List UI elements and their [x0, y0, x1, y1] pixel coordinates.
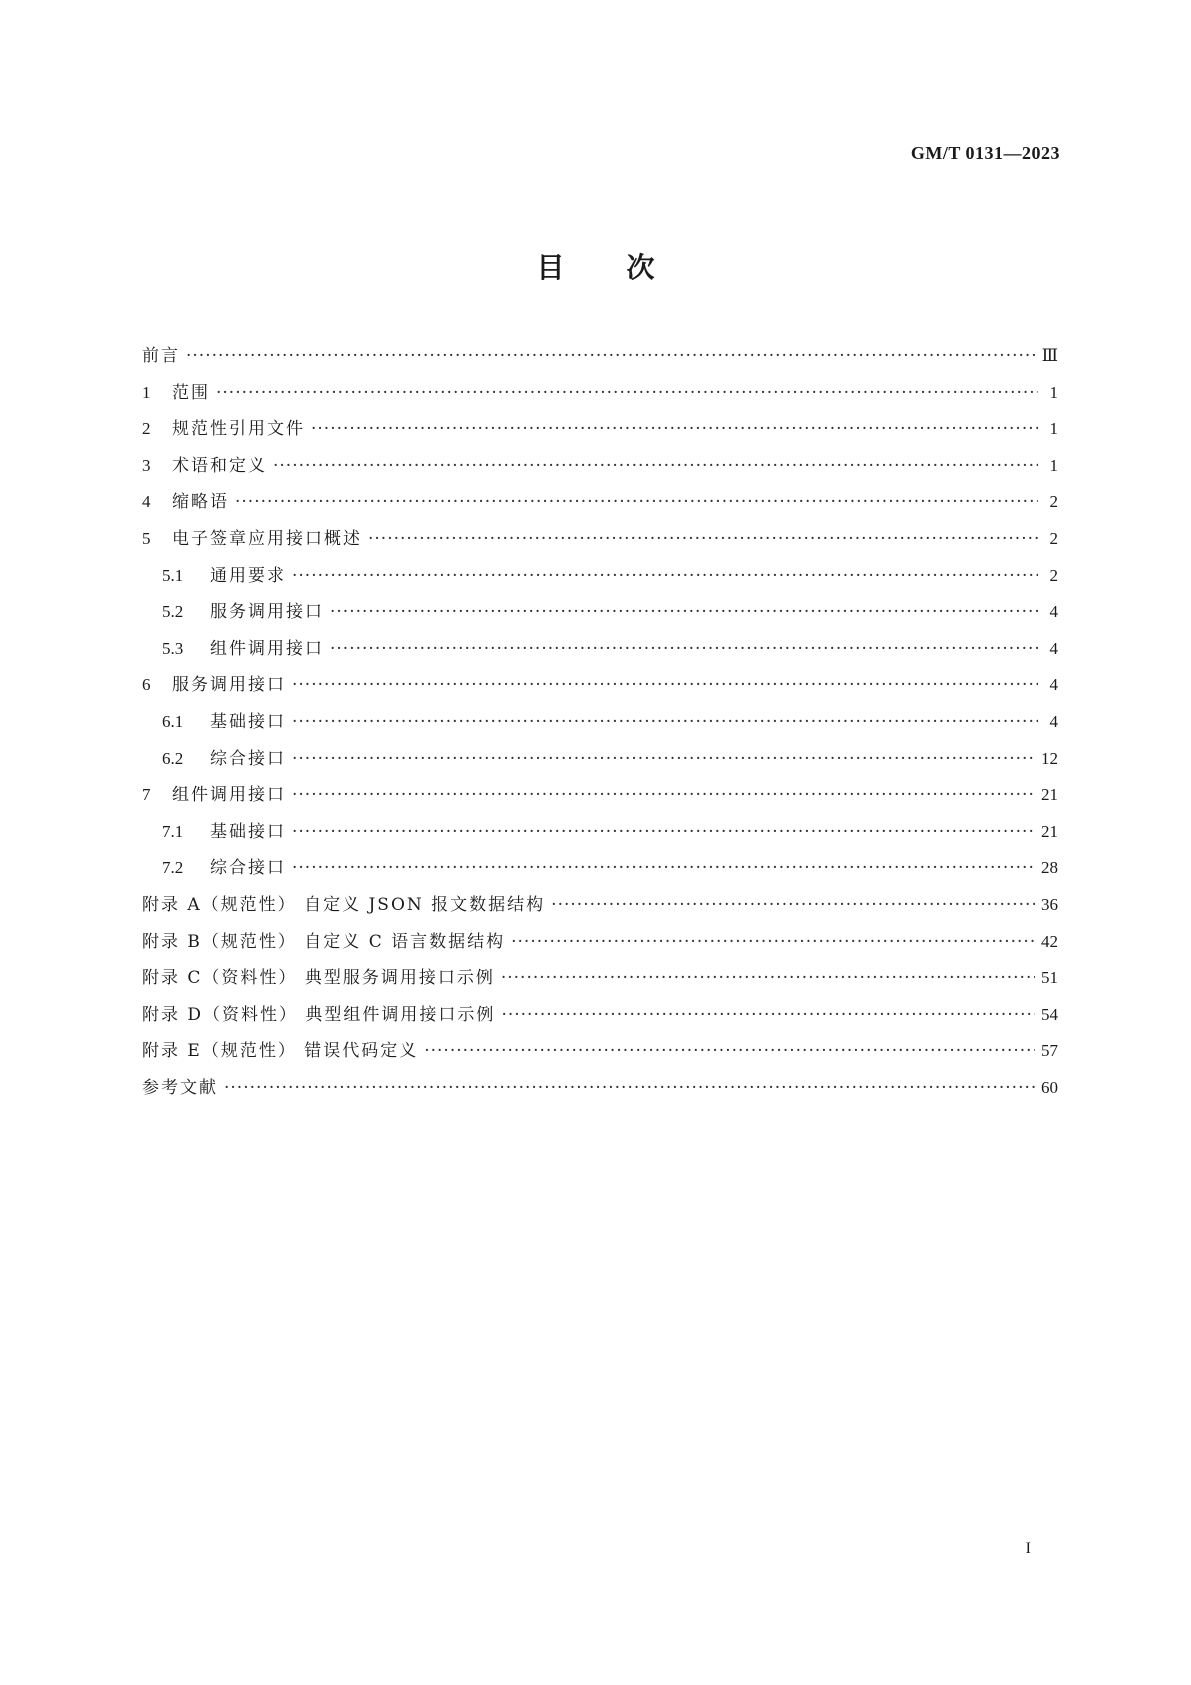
toc-entry-number: 2: [142, 419, 151, 439]
toc-entry-label: 组件调用接口: [172, 785, 286, 806]
toc-entry-label: 服务调用接口: [172, 675, 286, 696]
toc-entry-label: 通用要求: [210, 565, 286, 586]
toc-dot-leader: [551, 887, 1035, 924]
toc-entry-page: 57: [1041, 1041, 1058, 1061]
toc-entry-number: 6.2: [162, 748, 184, 768]
toc-entry-label: 附录 E（规范性） 错误代码定义: [142, 1041, 419, 1062]
toc-entry-number: 5.1: [162, 565, 184, 585]
toc-entry[interactable]: [142, 777, 1058, 814]
toc-dot-leader: [273, 448, 1038, 485]
toc-entry[interactable]: [142, 924, 1058, 961]
toc-entry[interactable]: [142, 704, 1058, 741]
toc-entry-number: 1: [142, 382, 151, 402]
toc-entry-label: 附录 B（规范性） 自定义 C 语言数据结构: [142, 931, 506, 952]
toc-entry-page: 42: [1041, 931, 1058, 951]
toc-entry-page: 12: [1041, 748, 1058, 768]
toc-dot-leader: [330, 594, 1038, 631]
toc-entry[interactable]: [142, 1070, 1058, 1107]
toc-entry-page: 2: [1049, 528, 1058, 548]
toc-entry-page: 4: [1049, 602, 1058, 622]
toc-dot-leader: [501, 960, 1035, 997]
toc-entry[interactable]: [142, 521, 1058, 558]
toc-entry-label: 电子签章应用接口概述: [172, 528, 362, 549]
toc-dot-leader: [292, 704, 1038, 741]
toc-dot-leader: [292, 814, 1035, 851]
page-number: I: [1025, 1540, 1031, 1557]
toc-entry-page: 54: [1041, 1004, 1058, 1024]
toc-entry[interactable]: [142, 814, 1058, 851]
toc-entry-label: 基础接口: [210, 821, 286, 842]
toc-entry-page: 2: [1049, 565, 1058, 585]
toc-entry[interactable]: [142, 997, 1058, 1034]
toc-entry-page: 21: [1041, 785, 1058, 805]
toc-entry-label: 规范性引用文件: [172, 419, 305, 440]
toc-entry-page: 36: [1041, 894, 1058, 914]
toc-entry[interactable]: [142, 960, 1058, 997]
toc-entry-label: 附录 D（资料性） 典型组件调用接口示例: [142, 1004, 496, 1025]
document-code: GM/T 0131—2023: [910, 143, 1060, 163]
toc-entry-page: 4: [1049, 711, 1058, 731]
toc-entry-page: 1: [1049, 382, 1058, 402]
toc-entry-page: 28: [1041, 858, 1058, 878]
toc-entry-label: 术语和定义: [172, 455, 267, 476]
toc-entry-label: 范围: [172, 382, 210, 403]
toc-entry-label: 附录 A（规范性） 自定义 JSON 报文数据结构: [142, 894, 546, 915]
toc-dot-leader: [235, 484, 1038, 521]
toc-entry[interactable]: [142, 594, 1058, 631]
toc-entry-page: 4: [1049, 638, 1058, 658]
toc-dot-leader: [216, 375, 1038, 412]
toc-entry-page: 2: [1049, 492, 1058, 512]
toc-entry-page: 60: [1041, 1077, 1058, 1097]
toc-entry[interactable]: [142, 741, 1058, 778]
toc-entry-label: 附录 C（资料性） 典型服务调用接口示例: [142, 968, 495, 989]
toc-entry-number: 4: [142, 492, 151, 512]
toc-entry[interactable]: [142, 667, 1058, 704]
toc-entry-page: 4: [1049, 675, 1058, 695]
toc-entry-label: 组件调用接口: [210, 638, 324, 659]
toc-entry-number: 6: [142, 675, 151, 695]
toc-entry-label: 综合接口: [210, 748, 286, 769]
toc-dot-leader: [292, 777, 1035, 814]
toc-entry-number: 3: [142, 455, 151, 475]
toc-entry[interactable]: [142, 375, 1058, 412]
toc-entry-number: 5.2: [162, 602, 184, 622]
toc-entry[interactable]: [142, 887, 1058, 924]
toc-entry-page: 1: [1049, 455, 1058, 475]
toc-dot-leader: [224, 1070, 1035, 1107]
toc-dot-leader: [511, 924, 1035, 961]
toc-entry-number: 5.3: [162, 638, 184, 658]
toc-dot-leader: [368, 521, 1038, 558]
toc-entry-label: 综合接口: [210, 858, 286, 879]
toc-dot-leader: [330, 631, 1038, 668]
toc-dot-leader: [292, 558, 1038, 595]
toc-entry-label: 缩略语: [172, 492, 229, 513]
toc-entry[interactable]: [142, 850, 1058, 887]
toc-entry-number: 6.1: [162, 711, 184, 731]
toc-entry-page: 51: [1041, 968, 1058, 988]
table-of-contents: [142, 338, 1058, 1106]
toc-entry[interactable]: [142, 558, 1058, 595]
toc-entry[interactable]: [142, 484, 1058, 521]
toc-entry[interactable]: [142, 411, 1058, 448]
toc-entry[interactable]: [142, 338, 1058, 375]
toc-entry-label: 服务调用接口: [210, 602, 324, 623]
toc-dot-leader: [186, 338, 1036, 375]
toc-dot-leader: [424, 1033, 1035, 1070]
toc-entry[interactable]: [142, 1033, 1058, 1070]
toc-entry-page: 1: [1049, 419, 1058, 439]
toc-entry-label: 前言: [142, 346, 180, 366]
toc-dot-leader: [311, 411, 1038, 448]
toc-entry-label: 基础接口: [210, 711, 286, 732]
toc-entry-number: 7: [142, 785, 151, 805]
toc-dot-leader: [292, 667, 1038, 704]
toc-dot-leader: [501, 997, 1035, 1034]
toc-entry[interactable]: [142, 448, 1058, 485]
toc-entry-number: 7.2: [162, 858, 184, 878]
toc-entry[interactable]: [142, 631, 1058, 668]
toc-entry-number: 5: [142, 528, 151, 548]
toc-entry-number: 7.1: [162, 821, 184, 841]
toc-entry-label: 参考文献: [142, 1077, 218, 1098]
toc-entry-page: 21: [1041, 821, 1058, 841]
toc-dot-leader: [292, 741, 1035, 778]
page-title: 目次: [536, 251, 717, 284]
toc-dot-leader: [292, 850, 1035, 887]
toc-entry-page: Ⅲ: [1041, 346, 1058, 365]
